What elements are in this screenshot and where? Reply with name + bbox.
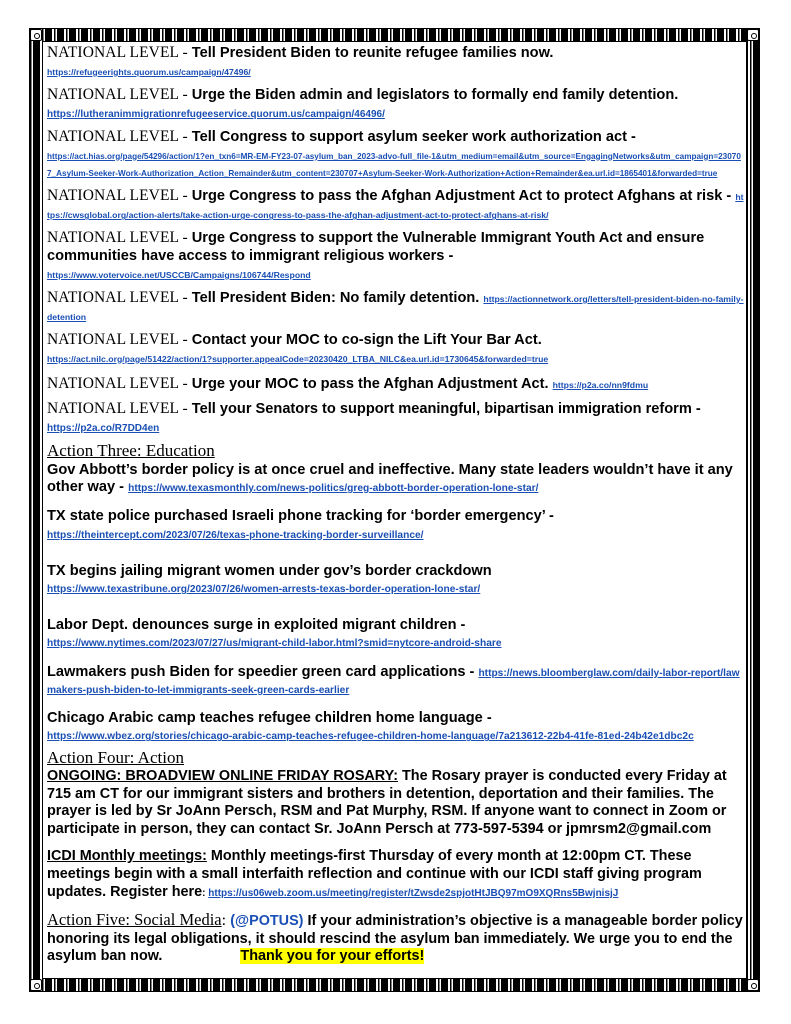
item-title: Contact your MOC to co-sign the Lift Your Bar Act. [191, 331, 542, 348]
action-link[interactable]: https://actionnetwork.org/letters/tell-president-biden-no-family-detention [47, 293, 744, 322]
news-title: Labor Dept. denounces surge in exploited migrant children - [47, 617, 466, 634]
news-item [47, 462, 745, 496]
news-item [47, 710, 745, 744]
rosary-label: ONGOING: BROADVIEW ONLINE FRIDAY ROSARY: [47, 768, 398, 785]
news-item [47, 563, 745, 597]
corner-ornament-icon [30, 29, 42, 41]
national-item: NATIONAL LEVEL - Urge your MOC to pass the Afghan Adjustment Act. https://p2a.co/nn9fdmu [47, 374, 649, 392]
news-item [47, 508, 745, 542]
news-title: TX state police purchased Israeli phone tracking for ‘border emergency’ - [47, 508, 554, 525]
level-label: NATIONAL LEVEL [47, 374, 179, 392]
social-media-paragraph: Action Five: Social Media: (@POTUS) If your administration’s objective is a manageable border policy honoring its legal obligations, it should rescind the asylum ban immediately. We urge you to end the asylum ban now. Thank you for your efforts! [47, 910, 743, 965]
level-label: NATIONAL LEVEL [47, 187, 179, 205]
icdi-label: ICDI Monthly meetings: [47, 848, 207, 865]
action-link[interactable]: https://act.hias.org/page/54296/action/1?en_txn6=MR-EM-FY23-07-asylum_ban_2023-advo-full_file-1&utm_medium=email&utm_source=EngagingNetworks&utm_campaign=230707_Asylum-Seeker-Work-Authorization_Action_Remainder&utm_content=230707+Asylum-Seeker-Work-Authorization+Action+Remainder&ea.url.id=1865401&forwarded=true [47, 151, 741, 179]
news-link[interactable]: https://news.bloomberglaw.com/daily-labor-report/lawmakers-push-biden-to-let-immigrants-seek-green-cards-earlier [47, 667, 740, 696]
national-item: NATIONAL LEVEL - Tell your Senators to support meaningful, bipartisan immigration reform - https://p2a.co/R7DD4en [47, 400, 701, 435]
thanks-highlight: Thank you for your efforts! [240, 948, 425, 965]
corner-ornament-icon [747, 29, 759, 41]
icdi-paragraph: ICDI Monthly meetings: Monthly meetings-first Thursday of every month at 12:00pm CT. These meetings begin with a small interfaith reflection and continue with our ICDI staff giving program updates. Register here: https://us06web.zoom.us/meeting/register/tZwsde2spjotHtJBQ97mO9XQRns5BwjnisjJ [47, 848, 702, 900]
item-title: Urge Congress to pass the Afghan Adjustment Act to protect Afghans at risk - [191, 188, 736, 205]
action-link[interactable]: https://cwsglobal.org/action-alerts/take-action-urge-congress-to-pass-the-afghan-adjustment-act-to-protect-afghans-at-risk/ [47, 192, 744, 221]
national-item: NATIONAL LEVEL - Tell President Biden to reunite refugee families now. https://refugeerights.quorum.us/campaign/47496/ [47, 44, 554, 77]
potus-handle: (@POTUS) [230, 913, 304, 930]
national-item: NATIONAL LEVEL - Tell Congress to support asylum seeker work authorization act - https://act.hias.org/page/54296/action/1?en_txn6=MR-EM-FY23-07-asylum_ban_2023-advo-full_file-1&utm_medium=email&utm_source=EngagingNetworks&utm_campaign=230707_Asylum-Seeker-Work-Authorization_Action_Remainder&utm_content=230707+Asylum-Seeker-Work-Authorization+Action+Remainder&ea.url.id=1865401&forwarded=true [47, 127, 741, 179]
item-title: Tell your Senators to support meaningful, bipartisan immigration reform - [191, 401, 701, 418]
corner-ornament-icon [30, 979, 42, 991]
level-label: NATIONAL LEVEL [47, 85, 179, 103]
item-title: Tell Congress to support asylum seeker work authorization act - [191, 128, 636, 145]
action-link[interactable]: https://refugeerights.quorum.us/campaign/47496/ [47, 66, 251, 77]
item-title: Tell President Biden: No family detention. [191, 289, 484, 306]
item-title: Urge Congress to support the Vulnerable Immigrant Youth Act and ensure communities have access to immigrant religious workers - [47, 230, 705, 265]
corner-ornament-icon [747, 979, 759, 991]
news-link[interactable]: https://theintercept.com/2023/07/26/texas-phone-tracking-border-surveillance/ [47, 529, 424, 541]
news-link[interactable]: https://www.nytimes.com/2023/07/27/us/migrant-child-labor.html?smid=nytcore-android-share [47, 638, 502, 650]
level-label: NATIONAL LEVEL [47, 288, 179, 306]
action-link[interactable]: https://p2a.co/nn9fdmu [552, 379, 649, 390]
news-item [47, 617, 745, 651]
news-link[interactable]: https://www.texastribune.org/2023/07/26/women-arrests-texas-border-operation-lone-star/ [47, 584, 481, 595]
national-item: NATIONAL LEVEL - Contact your MOC to co-sign the Lift Your Bar Act. https://act.nilc.org/page/51422/action/1?supporter.appealCode=20230420_LTBA_NILC&ea.url.id=1730645&forwarded=true [47, 330, 549, 364]
section-heading-social-media: Action Five: Social Media [47, 910, 222, 930]
icdi-text: Monthly meetings-first Thursday of every month at 12:00pm CT. These meetings begin with a small interfaith reflection and continue with our ICDI staff giving program updates. Register here [47, 848, 702, 900]
news-title: Lawmakers push Biden for speedier green card applications - [47, 663, 479, 680]
level-label: NATIONAL LEVEL [47, 330, 179, 348]
news-title: TX begins jailing migrant women under gov’s border crackdown [47, 562, 492, 579]
document-body [47, 44, 745, 974]
level-label: NATIONAL LEVEL [47, 44, 179, 61]
item-title: Tell President Biden to reunite refugee families now. [191, 45, 554, 61]
item-title: Urge your MOC to pass the Afghan Adjustment Act. [191, 375, 553, 392]
section-heading-education: Action Three: Education [47, 441, 215, 461]
action-link[interactable]: https://www.votervoice.net/USCCB/Campaigns/106744/Respond [47, 269, 311, 280]
item-title: Urge the Biden admin and legislators to formally end family detention. [191, 86, 679, 103]
social-media-text: If your administration’s objective is a manageable border policy honoring its legal obligations, it should rescind the asylum ban immediately. We urge you to end the asylum ban now. [47, 913, 743, 965]
action-link[interactable]: https://p2a.co/R7DD4en [47, 423, 160, 435]
register-link[interactable]: https://us06web.zoom.us/meeting/register/tZwsde2spjotHtJBQ97mO9XQRns5BwjnisjJ [208, 887, 619, 899]
national-item: NATIONAL LEVEL - Urge Congress to support the Vulnerable Immigrant Youth Act and ensure communities have access to immigrant religious workers - https://www.votervoice.net/USCCB/Campaigns/106744/Respond [47, 229, 705, 280]
national-item: NATIONAL LEVEL - Urge the Biden admin and legislators to formally end family detention. https://lutheranimmigrationrefugeeservice.quorum.us/campaign/46496/ [47, 85, 679, 120]
level-label: NATIONAL LEVEL [47, 229, 179, 247]
rosary-text: The Rosary prayer is conducted every Friday at 715 am CT for our immigrant sisters and brothers in detention, deportation and their families. The prayer is led by Sr JoAnn Persch, RSM and Pat Murphy, RSM. If anyone want to connect in Zoom or participate in person, they can contact Sr. JoAnn Persch at 773-597-5394 or jpmrsm2@gmail.com [47, 768, 727, 837]
rosary-paragraph [47, 768, 745, 838]
action-link[interactable]: https://lutheranimmigrationrefugeeservice.quorum.us/campaign/46496/ [47, 108, 385, 120]
news-title: Chicago Arabic camp teaches refugee children home language - [47, 710, 492, 727]
level-label: NATIONAL LEVEL [47, 127, 179, 145]
news-link[interactable]: https://www.wbez.org/stories/chicago-arabic-camp-teaches-refugee-children-home-language/7a213612-22b4-41fe-81ed-24b42e1dbc2c [47, 731, 694, 743]
section-heading-action: Action Four: Action [47, 747, 184, 767]
news-item [47, 664, 745, 698]
action-link[interactable]: https://act.nilc.org/page/51422/action/1?supporter.appealCode=20230420_LTBA_NILC&ea.url.id=1730645&forwarded=true [47, 353, 549, 364]
level-label: NATIONAL LEVEL [47, 400, 179, 418]
national-item: NATIONAL LEVEL - Tell President Biden: No family detention. https://actionnetwork.org/letters/tell-president-biden-no-family-detention [47, 288, 744, 322]
national-item: NATIONAL LEVEL - Urge Congress to pass the Afghan Adjustment Act to protect Afghans at risk - https://cwsglobal.org/action-alerts/take-action-urge-congress-to-pass-the-afghan-adjustment-act-to-protect-afghans-at-risk/ [47, 187, 744, 221]
news-title: Gov Abbott’s border policy is at once cruel and ineffective. Many state leaders wouldn’t have it any other way - [47, 461, 733, 496]
news-link[interactable]: https://www.texasmonthly.com/news-politics/greg-abbott-border-operation-lone-star/ [128, 483, 539, 495]
